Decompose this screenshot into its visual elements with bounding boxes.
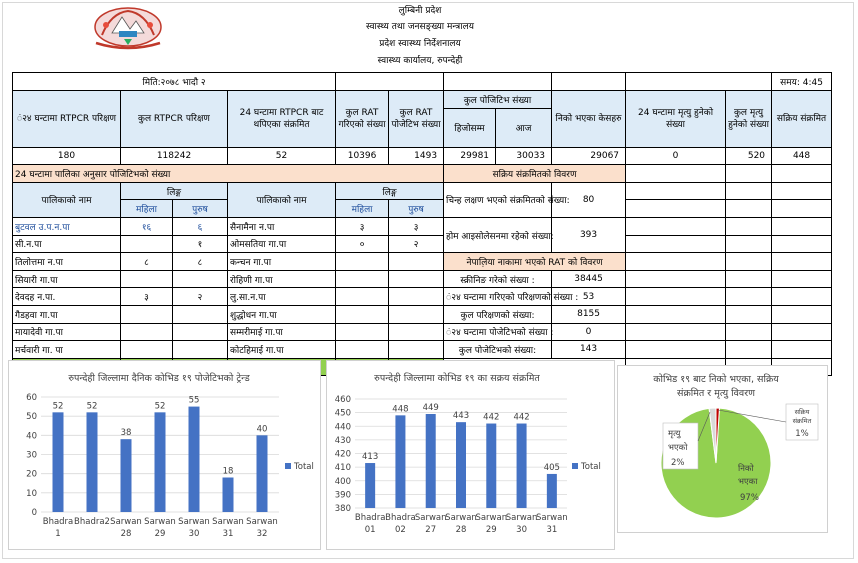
screened-label: स्क्रीनिङ गरेको संख्या : xyxy=(444,270,552,288)
legend-swatch xyxy=(285,463,291,469)
bar xyxy=(456,422,466,508)
municipality-male: २ xyxy=(389,235,444,253)
pie-percent: 97% xyxy=(740,493,759,503)
municipality-name: गैडहवा गा.पा xyxy=(13,305,121,323)
municipality-female xyxy=(121,341,173,359)
municipality-male xyxy=(173,323,228,341)
data-label: 38 xyxy=(120,428,132,439)
municipal-title-row xyxy=(13,165,832,183)
municipal-row xyxy=(13,270,832,288)
municipality-male xyxy=(389,270,444,288)
municipality-male: ८ xyxy=(173,253,228,271)
screened-value: 38445 xyxy=(552,270,626,288)
municipality-female xyxy=(336,288,389,306)
municipal-header-row xyxy=(13,182,832,200)
x-tick-label: Bhadra xyxy=(354,513,386,523)
municipal-row xyxy=(13,305,832,323)
x-tick-label: Bhadra2 xyxy=(74,517,110,527)
municipal-row xyxy=(13,253,832,271)
y-tick-label: 410 xyxy=(334,463,351,474)
municipality-name: बुटवल उ.प.न.पा xyxy=(13,217,121,235)
covid-report-table xyxy=(12,72,832,376)
data-label: 448 xyxy=(392,404,409,415)
municipality-name: शुद्धोधन गा.पा xyxy=(228,305,336,323)
x-tick-label: Sarwan xyxy=(212,517,244,527)
y-tick-label: 420 xyxy=(334,449,351,460)
pie-label: भएको xyxy=(668,443,688,453)
municipality-male: ६ xyxy=(173,217,228,235)
value-rtpcr-total: 118242 xyxy=(121,147,228,165)
header-active: सक्रिय संक्रमित xyxy=(772,90,832,147)
municipal-row xyxy=(13,288,832,306)
summary-values-row xyxy=(13,147,832,165)
bar xyxy=(121,439,132,512)
bar xyxy=(547,474,557,508)
bar xyxy=(486,424,496,508)
positive-24-label: ं२४ घन्टामा पोजेटिभको संख्या : xyxy=(444,323,552,341)
bar xyxy=(365,463,375,508)
municipality-female xyxy=(336,341,389,359)
value-rat-positive: 1493 xyxy=(389,147,444,165)
chart-title: कोभिड १९ बाट निको भएका, सक्रिय xyxy=(653,374,779,385)
x-tick-label: 29 xyxy=(154,529,166,539)
chart-title: संक्रमित र मृत्यु विवरण xyxy=(677,388,755,399)
municipality-name: लु.सा.न.पा xyxy=(228,288,336,306)
active-cases-chart xyxy=(326,360,615,550)
municipality-name-header-left: पालिकाको नाम xyxy=(13,182,121,217)
y-tick-label: 20 xyxy=(26,469,37,480)
active-cases-chart-svg xyxy=(327,361,614,549)
municipality-female: ० xyxy=(336,235,389,253)
gender-header-right: लिङ्ग xyxy=(336,182,444,200)
symptomatic-label: चिन्ह लक्षण भएको संक्रमितको संख्या: xyxy=(444,182,552,217)
data-label: 443 xyxy=(452,411,470,422)
nepal-emblem-icon xyxy=(86,5,170,49)
data-label: 55 xyxy=(188,395,200,406)
header-deaths-total: कुल मृत्यु हुनेको संख्या xyxy=(726,90,772,147)
chart-title: रुपन्देही जिल्लामा कोभिड १९ का सक्रय संक्रमित xyxy=(374,373,540,384)
value-deaths-24: 0 xyxy=(626,147,726,165)
female-header-right: महिला xyxy=(336,200,389,218)
municipal-gender-row xyxy=(13,200,832,218)
municipality-female: ८ xyxy=(121,253,173,271)
summary-header-row xyxy=(13,90,832,108)
x-tick-label: 30 xyxy=(188,529,200,539)
positive-total-label: कुल पोजेटिभको संख्या: xyxy=(444,341,552,359)
municipality-female xyxy=(121,235,173,253)
bar xyxy=(426,414,436,508)
header-today: आज xyxy=(496,108,552,147)
positive-total-value: 143 xyxy=(552,341,626,359)
municipality-name: कोटहिमाई गा.पा xyxy=(228,341,336,359)
header-rtpcr-24: ं२४ घन्टामा RTPCR परिक्षण xyxy=(13,90,121,147)
header-until-yesterday: हिजोसम्म xyxy=(444,108,496,147)
pie-label: भएका xyxy=(738,477,758,487)
header-rtpcr-positive-24: 24 घन्टामा RTPCR बाट थपिएका संक्रमित xyxy=(228,90,336,147)
municipality-female xyxy=(336,253,389,271)
municipality-name: देवदह न.पा. xyxy=(13,288,121,306)
municipal-row xyxy=(13,217,832,235)
data-label: 52 xyxy=(52,401,64,412)
pie-label: सक्रिय xyxy=(794,408,810,416)
x-tick-label: Sarwan xyxy=(414,513,447,523)
municipal-title: 24 घन्टामा पालिका अनुसार पोजिटिभको संख्या xyxy=(13,165,444,183)
header-deaths-24: 24 घन्टामा मृत्यु हुनेको संख्या xyxy=(626,90,726,147)
value-deaths-total: 520 xyxy=(726,147,772,165)
y-tick-label: 440 xyxy=(334,422,351,433)
value-until-yesterday: 29981 xyxy=(444,147,496,165)
x-tick-label: 02 xyxy=(395,525,406,535)
tested-total-label: कुल परिक्षणको संख्या: xyxy=(444,305,552,323)
y-tick-label: 400 xyxy=(334,476,351,487)
x-tick-label: Sarwan xyxy=(246,517,278,527)
pie-percent: 1% xyxy=(795,429,809,439)
value-rtpcr-24: 180 xyxy=(13,147,121,165)
x-tick-label: Sarwan xyxy=(178,517,210,527)
header-rat-positive: कुल RAT पोजेटिभ संख्या xyxy=(389,90,444,147)
municipal-row xyxy=(13,323,832,341)
y-tick-label: 10 xyxy=(26,488,37,499)
municipal-row xyxy=(13,235,832,253)
header-line-4: स्वास्थ्य कार्यालय, रुपन्देही xyxy=(377,56,463,66)
header-rtpcr-total: कुल RTPCR परिक्षण xyxy=(121,90,228,147)
daily-positive-chart-svg xyxy=(9,361,320,549)
header-line-3: प्रदेश स्वास्थ्य निर्देशनालय xyxy=(379,39,461,49)
y-tick-label: 450 xyxy=(334,408,351,419)
municipality-male: ३ xyxy=(389,217,444,235)
outcome-pie-chart xyxy=(617,365,828,533)
data-label: 442 xyxy=(483,412,500,423)
x-tick-label: Sarwan xyxy=(505,513,538,523)
municipality-female xyxy=(121,270,173,288)
active-detail-title: सक्रिय संक्रमितको विवरण xyxy=(444,165,626,183)
report-date: मिति:२०७८ भादौ २ xyxy=(13,73,336,91)
municipality-name: मर्चवारी गा. पा xyxy=(13,341,121,359)
chart-title: रुपन्देही जिल्लामा दैनिक कोभिड १९ पोजेटिभको ट्रेन्ड xyxy=(68,373,250,384)
y-tick-label: 50 xyxy=(26,412,37,423)
gender-header-left: लिङ्ग xyxy=(121,182,228,200)
home-isolation-label: होम आइसोलेसनमा रहेको संख्या: xyxy=(444,217,552,252)
municipality-male xyxy=(389,341,444,359)
municipality-female: ३ xyxy=(336,217,389,235)
pie-label: मृत्यु xyxy=(668,429,681,439)
daily-positive-chart xyxy=(8,360,321,550)
legend-label: Total xyxy=(294,462,314,472)
municipality-male xyxy=(389,305,444,323)
data-label: 449 xyxy=(422,402,439,413)
male-header-right: पुरुष xyxy=(389,200,444,218)
municipality-name-header-right: पालिकाको नाम xyxy=(228,182,336,217)
x-tick-label: 31 xyxy=(546,525,558,535)
x-tick-label: 27 xyxy=(425,525,437,535)
x-tick-label: Sarwan xyxy=(110,517,142,527)
data-label: 442 xyxy=(513,412,530,423)
bar xyxy=(155,412,166,512)
municipality-male: २ xyxy=(173,288,228,306)
bar xyxy=(257,435,268,512)
y-tick-label: 0 xyxy=(31,508,37,518)
data-label: 52 xyxy=(154,401,166,412)
positive-24-value: 0 xyxy=(552,323,626,341)
tested-24-value: 53 xyxy=(552,288,626,306)
municipality-male xyxy=(173,305,228,323)
header-total-positive: कुल पोजिटिभ संख्या xyxy=(444,90,552,108)
bar xyxy=(517,424,527,508)
municipality-name: मायादेवी गा.पा xyxy=(13,323,121,341)
data-label: 52 xyxy=(86,401,98,412)
male-header-left: पुरुष xyxy=(173,200,228,218)
municipality-female xyxy=(336,305,389,323)
municipality-male xyxy=(173,341,228,359)
municipality-name: सी.न.पा xyxy=(13,235,121,253)
x-tick-label: 1 xyxy=(55,529,61,539)
header-line-2: स्वास्थ्य तथा जनसङ्ख्या मन्त्रालय xyxy=(366,22,474,32)
x-tick-label: 32 xyxy=(256,529,268,539)
x-tick-label: 30 xyxy=(516,525,527,535)
x-tick-label: Sarwan xyxy=(144,517,176,527)
tested-24-label: ं२४ घन्टामा गरिएको परिक्षणको संख्या : xyxy=(444,288,552,306)
municipality-male xyxy=(173,270,228,288)
municipality-female xyxy=(121,305,173,323)
y-tick-label: 380 xyxy=(334,504,351,514)
value-rat-total: 10396 xyxy=(336,147,389,165)
header-rat-total: कुल RAT गरिएको संख्या xyxy=(336,90,389,147)
x-tick-label: 31 xyxy=(222,529,234,539)
legend-label: Total xyxy=(581,462,601,472)
data-label: 40 xyxy=(256,424,268,435)
data-label: 405 xyxy=(543,462,560,473)
municipality-name: कन्चन गा.पा xyxy=(228,253,336,271)
bar xyxy=(395,415,405,508)
pie-percent: 2% xyxy=(671,458,685,468)
municipality-male xyxy=(389,288,444,306)
female-header-left: महिला xyxy=(121,200,173,218)
municipality-name: ओमसतिया गा.पा xyxy=(228,235,336,253)
data-label: 18 xyxy=(222,466,234,477)
y-tick-label: 60 xyxy=(26,393,37,403)
municipality-female: ३ xyxy=(121,288,173,306)
y-tick-label: 30 xyxy=(26,450,37,461)
x-tick-label: 29 xyxy=(485,525,497,535)
x-tick-label: 28 xyxy=(120,529,132,539)
value-today: 30033 xyxy=(496,147,552,165)
pie-label: संक्रमित xyxy=(792,417,812,425)
bar xyxy=(189,407,200,512)
municipality-name: तिलोत्तमा न.पा xyxy=(13,253,121,271)
data-label: 413 xyxy=(362,452,379,463)
x-tick-label: 01 xyxy=(364,525,376,535)
value-recovered: 29067 xyxy=(552,147,626,165)
municipality-female xyxy=(336,323,389,341)
y-tick-label: 390 xyxy=(334,490,351,501)
municipality-name: रोहिणी गा.पा xyxy=(228,270,336,288)
date-row xyxy=(13,73,832,91)
municipality-male xyxy=(389,253,444,271)
pie-label: निको xyxy=(738,464,754,474)
x-tick-label: Sarwan xyxy=(445,513,477,523)
rat-border-title: नेपाल़िया नाकामा भएको RAT को विवरण xyxy=(444,253,626,271)
municipality-female xyxy=(336,270,389,288)
municipality-female xyxy=(121,323,173,341)
x-tick-label: Sarwan xyxy=(536,513,568,523)
y-tick-label: 460 xyxy=(334,395,351,405)
bar xyxy=(53,412,64,512)
value-active: 448 xyxy=(772,147,832,165)
x-tick-label: Bhadra xyxy=(42,517,74,527)
legend-swatch xyxy=(572,463,578,469)
outcome-pie-chart-svg xyxy=(618,366,827,532)
x-tick-label: 28 xyxy=(455,525,467,535)
municipality-name: सियारी गा.पा xyxy=(13,270,121,288)
bar xyxy=(223,478,234,513)
municipal-row xyxy=(13,341,832,359)
municipality-male: १ xyxy=(173,235,228,253)
home-isolation-value: 393 xyxy=(552,217,626,252)
header-recovered: निको भएका केसहरु xyxy=(552,90,626,147)
y-tick-label: 430 xyxy=(334,435,351,446)
x-tick-label: Sarwan xyxy=(475,513,508,523)
y-tick-label: 40 xyxy=(26,431,37,442)
municipality-male xyxy=(389,323,444,341)
municipality-name: सैनामैना न.पा xyxy=(228,217,336,235)
header-line-1: लुम्बिनी प्रदेश xyxy=(398,6,442,16)
bar xyxy=(87,412,98,512)
municipality-female: १६ xyxy=(121,217,173,235)
tested-total-value: 8155 xyxy=(552,305,626,323)
x-tick-label: Bhadra xyxy=(385,513,416,523)
report-time: समय: 4:45 xyxy=(772,73,832,91)
municipality-name: सम्मरीमाई गा.पा xyxy=(228,323,336,341)
symptomatic-value: 80 xyxy=(552,182,626,217)
value-rtpcr-positive-24: 52 xyxy=(228,147,336,165)
